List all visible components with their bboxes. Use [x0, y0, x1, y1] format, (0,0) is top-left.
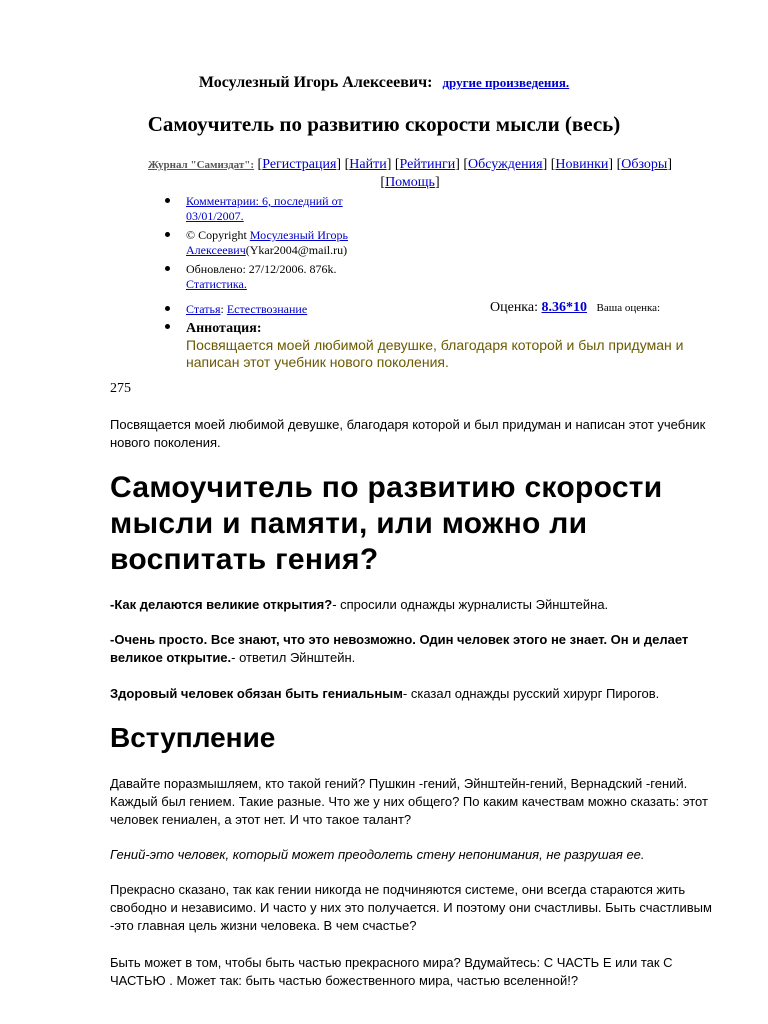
copyright-prefix: © Copyright [186, 228, 247, 242]
nav-new-link[interactable]: Новинки [555, 157, 609, 172]
quote-3 [110, 685, 730, 703]
quote-1-bold: -Как делаются великие открытия? [110, 597, 333, 612]
copyright-author-link[interactable]: Мосулезный Игорь Алексеевич [186, 228, 348, 257]
nav-discussions-link[interactable]: Обсуждения [468, 157, 543, 172]
list-item [160, 302, 726, 320]
quote-3-rest: - сказал однажды русский хирург Пирогов. [402, 686, 660, 701]
main-title: Самоучитель по развитию скорости мысли и памяти, или можно ли воспитать гения? [110, 471, 663, 576]
comments-link[interactable]: Комментарии: 6, последний от 03/01/2007. [186, 194, 343, 223]
nav-register-link[interactable]: Регистрация [262, 157, 337, 172]
quote-2 [110, 631, 730, 667]
meta-list [160, 194, 720, 371]
nav-search-link[interactable]: Найти [349, 157, 387, 172]
list-item [160, 228, 376, 262]
rating-label: Оценка: [490, 300, 539, 315]
paragraph-3: Прекрасно сказано, так как гении никогда не подчиняются системе, они всегда стараются жить свободно и независимо. И часто у них это получается. И поэтому они счастливы. Быть счастливым -это главная цель жизни человека. В чем счастье? [110, 882, 712, 933]
updated-info: Обновлено: 27/12/2006. 876k. [186, 262, 337, 276]
paragraph-1: Давайте поразмышляем, кто такой гений? Пушкин -гений, Эйнштейн-гений, Вернадский -гений. Каждый был гением. Такие разные. Что же у них общего? По каким качествам можно сказать: этот человек гениален, а этот нет. И что такое талант? [110, 776, 708, 827]
nav-ratings-link[interactable]: Рейтинги [399, 157, 456, 172]
section-heading: Вступление [110, 722, 276, 753]
list-item [160, 194, 366, 228]
nav-help-link[interactable]: Помощь [385, 175, 435, 190]
article-type-link[interactable]: Статья [186, 302, 221, 316]
article-separator: : [220, 302, 224, 316]
quote-2-bold: -Очень просто. Все знают, что это невозможно. Один человек этого не знает. Он и делает великое открытие. [110, 632, 689, 665]
quote-1-rest: - спросили однажды журналисты Эйнштейна. [332, 597, 609, 612]
quote-1 [110, 596, 730, 614]
copyright-email: (Ykar2004@mail.ru) [245, 243, 348, 257]
author-name: Мосулезный Игорь Алексеевич: [198, 74, 433, 91]
page-title: Самоучитель по развитию скорости мысли (весь) [147, 112, 621, 136]
author-line [0, 74, 768, 92]
nav-reviews-link[interactable]: Обзоры [621, 157, 668, 172]
annotation-label: Аннотация: [186, 321, 262, 336]
rating-value-link[interactable]: 8.36*10 [541, 300, 588, 315]
paragraph-2: Гений-это человек, который может преодолеть стену непонимания, не разрушая ее. [110, 847, 645, 862]
category-link[interactable]: Естествознание [226, 302, 308, 316]
stats-link[interactable]: Статистика. [186, 277, 247, 291]
quote-2-rest: - ответил Эйнштейн. [231, 650, 356, 665]
rating-block [490, 300, 660, 316]
other-works-link[interactable]: другие произведения. [442, 75, 570, 90]
annotation-text: Посвящается моей любимой девушке, благодаря которой и был придуман и написан этот учебник нового поколения. [186, 337, 684, 370]
list-item [160, 262, 376, 302]
section-number: 275 [110, 381, 131, 396]
site-nav: Журнал "Самиздат": [Регистрация] [Найти] [Рейтинги] [Обсуждения] [Новинки] [Обзоры] [Помощь] [147, 157, 673, 190]
quote-3-bold: Здоровый человек обязан быть гениальным [110, 686, 403, 701]
journal-label[interactable]: Журнал "Самиздат": [147, 159, 255, 171]
paragraph-4: Быть может в том, чтобы быть частью прекрасного мира? Вдумайтесь: С ЧАСТЬ Е или так С ЧАСТЬЮ . Может так: быть частью божественного мира, частью вселенной!? [110, 955, 673, 988]
dedication: Посвящается моей любимой девушке, благодаря которой и был придуман и написан этот учебник нового поколения. [110, 417, 706, 450]
list-item [160, 320, 720, 371]
your-rating-label: Ваша оценка: [596, 302, 661, 314]
